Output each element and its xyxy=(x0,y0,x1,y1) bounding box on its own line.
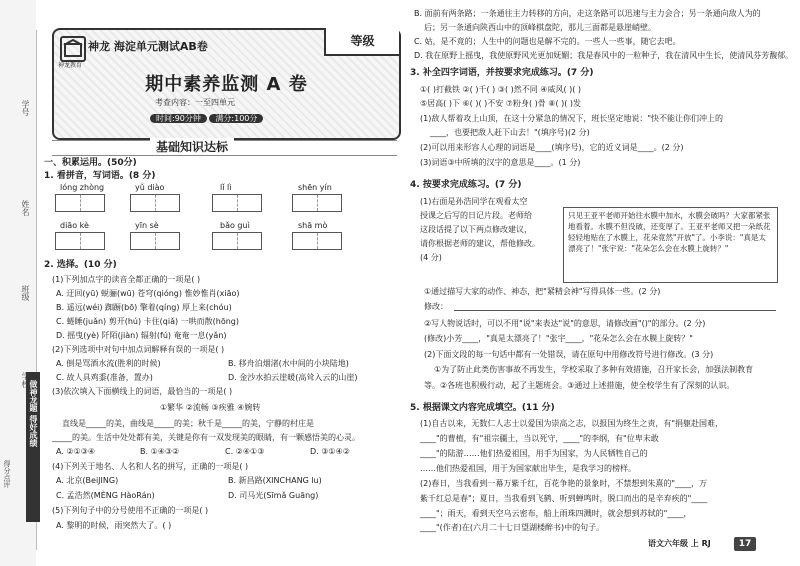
margin-slogan: 做神龙题 得好成绩 xyxy=(29,380,38,447)
option-line: C. 故人具鸡黍(准备，置办) xyxy=(56,373,153,382)
question-3-2: (2)可以用来形容人心理的词语是____(填序号)，它的近义词是____。(2 分) xyxy=(420,143,684,152)
time-badge: 时间:90分钟 xyxy=(150,114,207,123)
grade-box: 等级 xyxy=(324,28,399,56)
edit-passage: 等。②各班也积极行动，起了主题班会。③通过上述措施，使全校学生有了深刻的认识。 xyxy=(424,381,735,390)
question-4-1-cont: 授课之后写的日记片段。老师给 xyxy=(420,211,532,220)
option-line: B. 新昌路(XINCHANG lu) xyxy=(228,476,322,485)
pinyin-3: lǐ lì xyxy=(220,183,232,192)
option-line: D. 金沙水拍云崖暖(高耸入云的山崖) xyxy=(228,373,358,382)
answer-grid[interactable] xyxy=(212,232,262,250)
page-title: 期中素养监测 A 卷 xyxy=(145,74,308,95)
pinyin-4: shēn yín xyxy=(298,183,332,192)
exam-time-score xyxy=(150,113,263,124)
question-4-sub2: ②写人物说话时，可以不用"说"来表达"说"的意思，请修改画"()"的部分。(2 分) xyxy=(424,319,706,328)
section-title: 基础知识达标 xyxy=(150,138,234,155)
option-line: C. ②④①③ xyxy=(225,447,265,456)
option-line: B. ①④③② xyxy=(140,447,180,456)
option-line: 后；另一条通向陕西山中的顶峰棋盘陀，那儿三面都是悬崖峭壁。 xyxy=(424,23,656,32)
question-4-sub2-fill: (修改)小芳____，"真是太漂亮了！"张宇____，"花朵怎么会在水膜上旋转？" xyxy=(424,334,693,343)
answer-grid[interactable] xyxy=(130,194,180,212)
question-5-2-cont: ____"；雨天，看到天空乌云密布，船上雨珠四溅时，就会想到苏轼的"____， xyxy=(420,509,692,518)
series-name: 海淀单元测试AB卷 xyxy=(113,40,208,53)
option-line: C. 蜷睡(juǎn) 剪开(hú) 卡住(qiǎ) 一哄而散(hōng) xyxy=(56,317,239,326)
question-5-1-cont: ____"的陆游……他们热爱祖国，用手为国家，为人民牺牲自己的 xyxy=(420,449,648,458)
option-line: B. 遥远(wéi) 踟蹰(bō) 擎着(qíng) 厚上来(chóu) xyxy=(56,303,232,312)
question-5-1-cont: ……他们热爱祖国，用于为国家献出毕生，是我学习的榜样。 xyxy=(420,464,636,473)
question-5-2-cont: 紫千红总是春"；夏日，当我看到飞鹤、听到蝉鸣时，脱口而出的是辛弃疾的"____ xyxy=(420,494,708,503)
option-line: B. 移舟泊烟渚(水中间的小块陆地) xyxy=(228,359,349,368)
question-3-1: (1)敌人帮着攻上山顶，在这十分紧急的情况下，班长坚定地说："快不能让你们冲上的 xyxy=(420,114,724,123)
question-5: 5. 根据课文内容完成填空。(11 分) xyxy=(410,403,555,413)
score-badge: 满分:100分 xyxy=(209,114,263,123)
fill-passage: _____的美。生活中处处都有美，关键是你有一双发现美的眼睛，有一颗感悟美的心灵。 xyxy=(52,433,360,442)
footer-label: 语文六年级 上 RJ xyxy=(648,539,711,548)
option-line: C. 孟浩然(MÈNG HàoRán) xyxy=(56,491,155,500)
pinyin-1: lóng zhòng xyxy=(60,183,105,192)
option-line: D. 司马光(Sīmǎ Guāng) xyxy=(228,491,319,500)
question-4-1-cont: (4 分) xyxy=(420,253,442,262)
option-line: D. 摇曳(yè) 阡陌(jiàn) 辐射(fú) 奄奄一息(yǎn) xyxy=(56,331,227,340)
option-line: D. 我在原野上摇曳，我使原野风光更加妩媚；我是春风中的一粒种子，我在清风中生长，使清风芬芳馥郁。 xyxy=(414,51,794,60)
question-2: 2. 选择。(10 分) xyxy=(44,260,117,270)
pinyin-2: yǔ diào xyxy=(135,183,165,192)
answer-grid[interactable] xyxy=(55,194,105,212)
idiom-row: ⑤居高( )下 ⑥( )( )不安 ⑦粉身( )骨 ⑧( )( )发 xyxy=(420,99,582,108)
brand-name: 神龙 xyxy=(88,40,110,53)
exam-scope: 考查内容：一至四单元 xyxy=(155,98,235,107)
option-line: A. 迂回(yū) 蜕骊(wū) 苍穹(qióng) 惟妙惟肖(xiāo) xyxy=(56,289,240,298)
question-2-2: (2)下列选项中对句中加点词解释有误的一项是( ) xyxy=(52,345,225,354)
margin-label-student-id: 学号 xyxy=(21,100,30,116)
answer-grid[interactable] xyxy=(292,194,342,212)
question-3-1-cont: ____，也要把敌人赶下山去！"(填序号)(2 分) xyxy=(430,128,590,137)
question-2-3: (3)依次填入下面横线上的词语，最恰当的一项是( ) xyxy=(52,387,233,396)
question-3: 3. 补全四字词语，并按要求完成练习。(7 分) xyxy=(410,68,594,78)
pinyin-7: bǎo guì xyxy=(220,221,250,230)
question-2-1: (1)下列加点字的读音全都正确的一项是( ) xyxy=(52,275,201,284)
answer-grid[interactable] xyxy=(130,232,180,250)
publisher-logo-icon xyxy=(60,36,86,62)
option-line: D. ③①④② xyxy=(310,447,350,456)
fill-passage: 直线是_____的美，曲线是_____的美；秋千是_____的美，宁静的村庄是 xyxy=(62,419,314,428)
option-line: C. 姑，是不竟的；人生中的问题也是解不完的。一些人一些事，随它去吧。 xyxy=(414,37,681,46)
pinyin-5: diāo kè xyxy=(60,221,89,230)
question-2-5: (5)下列句子中的分号使用不正确的一项是( ) xyxy=(52,506,209,515)
option-line: A. 黎明的时候，雨突然大了。( ) xyxy=(56,521,172,530)
question-3-3: (3)词语③中所填的汉字的意思是____。(1 分) xyxy=(420,158,581,167)
question-5-2: (2)春日，当我看到一幕万紫千红，百花争艳的景象时，不禁想到朱熹的"____，万 xyxy=(420,479,708,488)
question-4-2: (2)下面文段的每一句话中都有一处错误，请在原句中用修改符号进行修改。(3 分) xyxy=(424,350,714,359)
series-title xyxy=(88,38,208,54)
answer-line[interactable] xyxy=(454,310,776,311)
pinyin-6: yīn sè xyxy=(135,221,159,230)
margin-strip-text: 得分点评 xyxy=(3,460,11,488)
edit-passage: ①为了防止此类伤害事故不再发生，学校采取了多种有效措施，召开家长会，加强法制教育 xyxy=(434,365,754,374)
diary-excerpt-box: 只见王亚平老师开始往水膜中加水，水膜会破吗？大家都紧张地看着。水膜不但没破，还变厚了。王亚平老师又把一朵纸花轻轻地贴在了水膜上，花朵竟然"开放"了。小李说："真是太漂亮了！"张宇说："花朵怎么会在水膜上旋转？" xyxy=(563,207,778,283)
idiom-row: ①( )打截铁 ②( )千( ) ③( )然不同 ④威风( )( ) xyxy=(420,85,582,94)
revision-label: 修改： xyxy=(424,302,448,311)
question-4: 4. 按要求完成练习。(7 分) xyxy=(410,180,522,190)
option-line: A. 倒是骂酒水流(胜利的时候) xyxy=(56,359,161,368)
margin-label-class: 班级 xyxy=(21,285,30,301)
question-4-1-cont: 请你根据老师的建议，帮他修改。 xyxy=(420,239,540,248)
question-5-1: (1)自古以来，无数仁人志士以爱国为崇高之志，以报国为终生之责，有"捐躯赴国难， xyxy=(420,419,724,428)
page-number: 17 xyxy=(734,537,756,551)
answer-grid[interactable] xyxy=(55,232,105,250)
question-1: 1. 看拼音，写词语。(8 分) xyxy=(44,171,156,181)
question-4-sub1: ①通过描写大家的动作、神态，把"紧精会神"写得具体一些。(2 分) xyxy=(424,287,661,296)
question-2-4: (4)下列关于地名、人名和人名的拼写，正确的一项是( ) xyxy=(52,462,249,471)
question-5-1-cont: ____"的曹植，有"祖宗疆土，当以死守，____"的李纲，有"位卑未敢 xyxy=(420,434,659,443)
option-line: A. 北京(BeiJING) xyxy=(56,476,119,485)
margin-label-name: 姓名 xyxy=(21,200,30,216)
option-line: A. ②①③④ xyxy=(56,447,96,456)
question-4-1-cont: 这段话提了以下两点修改建议， xyxy=(420,225,532,234)
answer-grid[interactable] xyxy=(292,232,342,250)
question-4-1: (1)右面是孙浩同学在观看太空 xyxy=(420,197,528,206)
part-1-heading: 一、积累运用。(50分) xyxy=(44,158,137,168)
answer-grid[interactable] xyxy=(212,194,262,212)
logo-caption: 神龙教育 xyxy=(58,62,83,69)
option-line: B. 面前有两条路；一条通往主力转移的方向，走这条路可以迅速与主力会合；另一条通向敌人为的 xyxy=(414,9,761,18)
question-5-2-cont: ____"(作者)在(六月二十七日望湖楼醉书)中的句子。 xyxy=(420,523,605,532)
word-bank: ①繁华 ②流畅 ③疾雅 ④婉转 xyxy=(160,403,261,412)
pinyin-8: shā mò xyxy=(298,221,328,230)
